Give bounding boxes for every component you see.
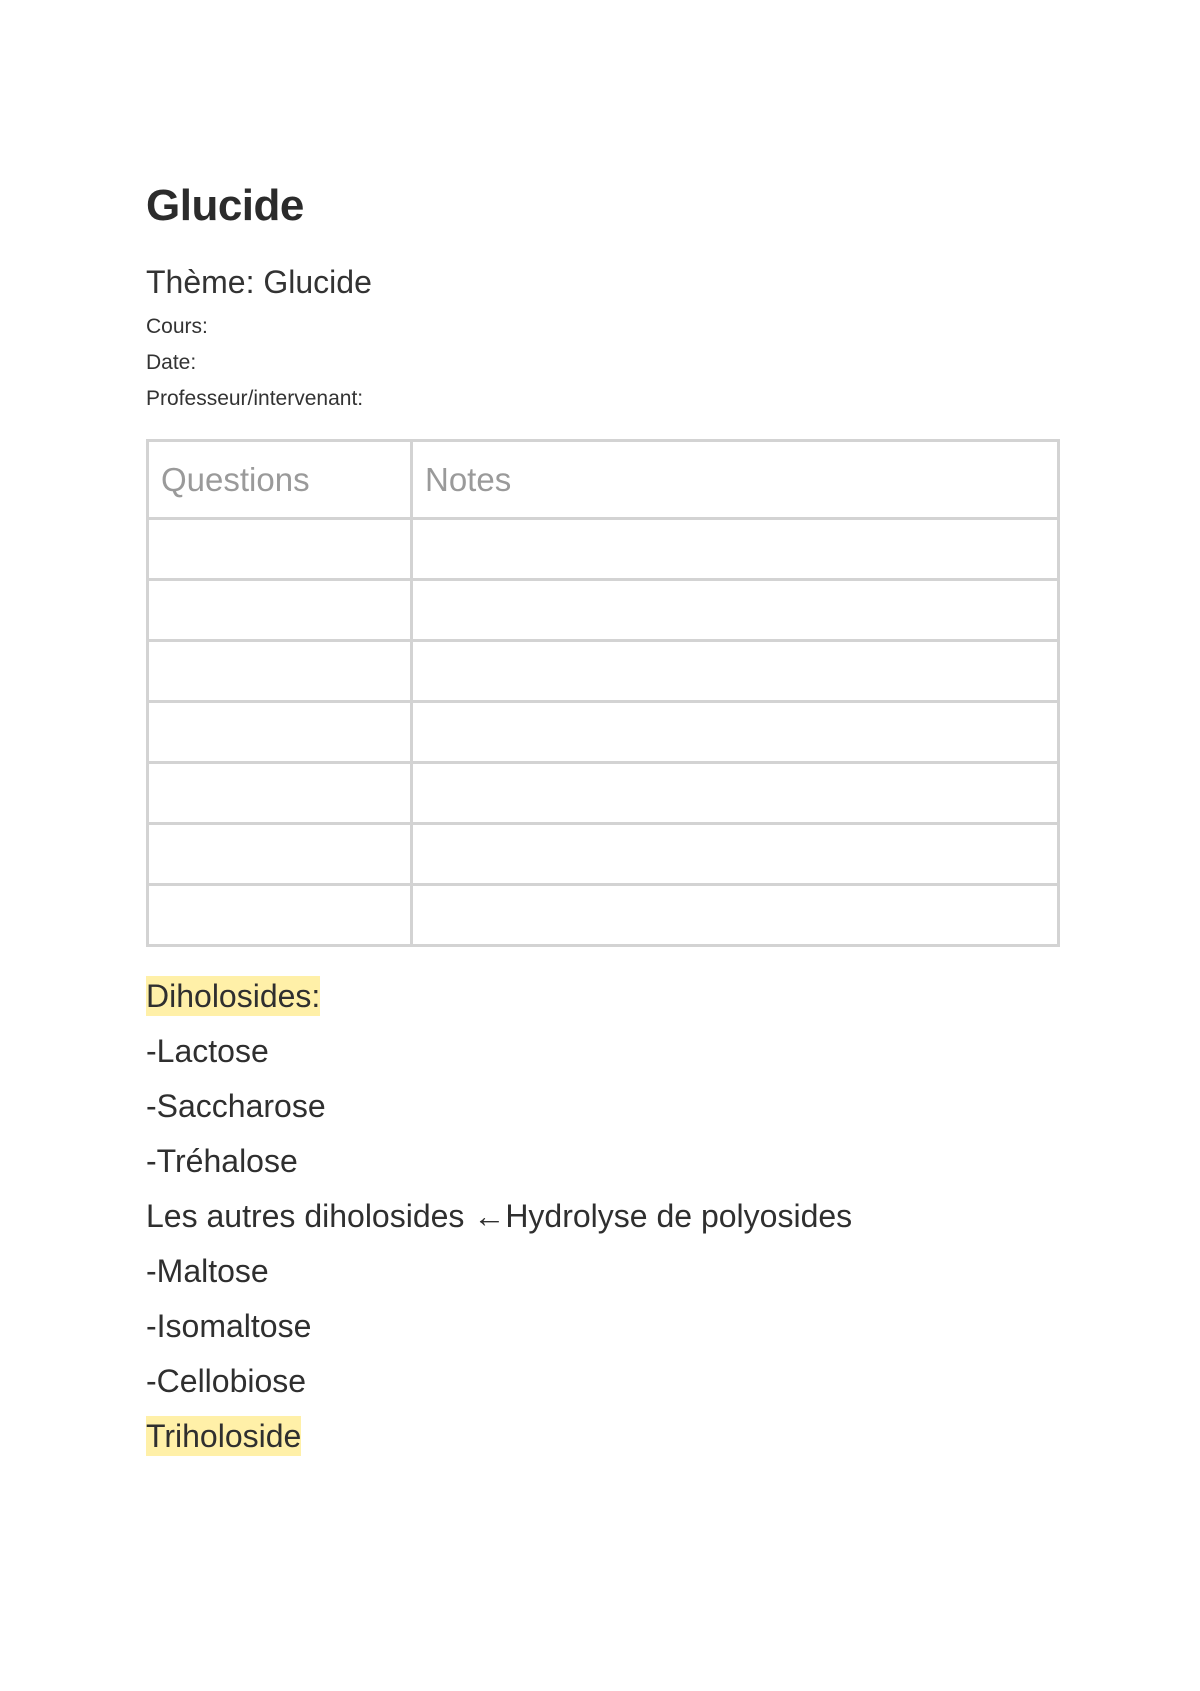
- diholosides-heading-line: [146, 969, 1060, 1024]
- list-item: -Saccharose: [146, 1088, 326, 1125]
- notes-body: [146, 969, 1060, 1464]
- table-row: [148, 519, 1059, 580]
- course-field: Cours:: [146, 315, 208, 339]
- note-cell[interactable]: [412, 763, 1059, 824]
- question-cell[interactable]: [148, 824, 412, 885]
- notes-column-header: Notes: [412, 441, 1059, 519]
- table-row: [148, 702, 1059, 763]
- list-item: -Tréhalose: [146, 1143, 298, 1180]
- cornell-notes-table: [146, 439, 1060, 947]
- list-item: -Isomaltose: [146, 1308, 312, 1345]
- other-diholosides-line: Les autres diholosides ←Hydrolyse de polyosides: [146, 1198, 853, 1235]
- triholoside-heading: Triholoside: [146, 1418, 302, 1455]
- question-cell[interactable]: [148, 885, 412, 946]
- questions-column-header: Questions: [148, 441, 412, 519]
- list-item: -Lactose: [146, 1033, 269, 1070]
- note-cell[interactable]: [412, 885, 1059, 946]
- date-field: Date:: [146, 351, 197, 375]
- question-cell[interactable]: [148, 519, 412, 580]
- triholoside-heading-line: [146, 1409, 1060, 1464]
- question-cell[interactable]: [148, 763, 412, 824]
- question-cell[interactable]: [148, 580, 412, 641]
- table-row: [148, 885, 1059, 946]
- note-cell[interactable]: [412, 580, 1059, 641]
- theme-line: Thème: Glucide: [146, 263, 372, 300]
- note-cell[interactable]: [412, 519, 1059, 580]
- table-row: [148, 641, 1059, 702]
- teacher-field: Professeur/intervenant:: [146, 387, 364, 411]
- table-header-row: [148, 441, 1059, 519]
- table-row: [148, 580, 1059, 641]
- document-page: [146, 180, 1060, 1464]
- note-cell[interactable]: [412, 702, 1059, 763]
- question-cell[interactable]: [148, 702, 412, 763]
- page-title: Glucide: [146, 181, 304, 230]
- question-cell[interactable]: [148, 641, 412, 702]
- table-row: [148, 824, 1059, 885]
- note-cell[interactable]: [412, 641, 1059, 702]
- note-cell[interactable]: [412, 824, 1059, 885]
- list-item: -Maltose: [146, 1253, 269, 1290]
- list-item: -Cellobiose: [146, 1363, 307, 1400]
- diholosides-heading: Diholosides:: [146, 978, 321, 1015]
- table-row: [148, 763, 1059, 824]
